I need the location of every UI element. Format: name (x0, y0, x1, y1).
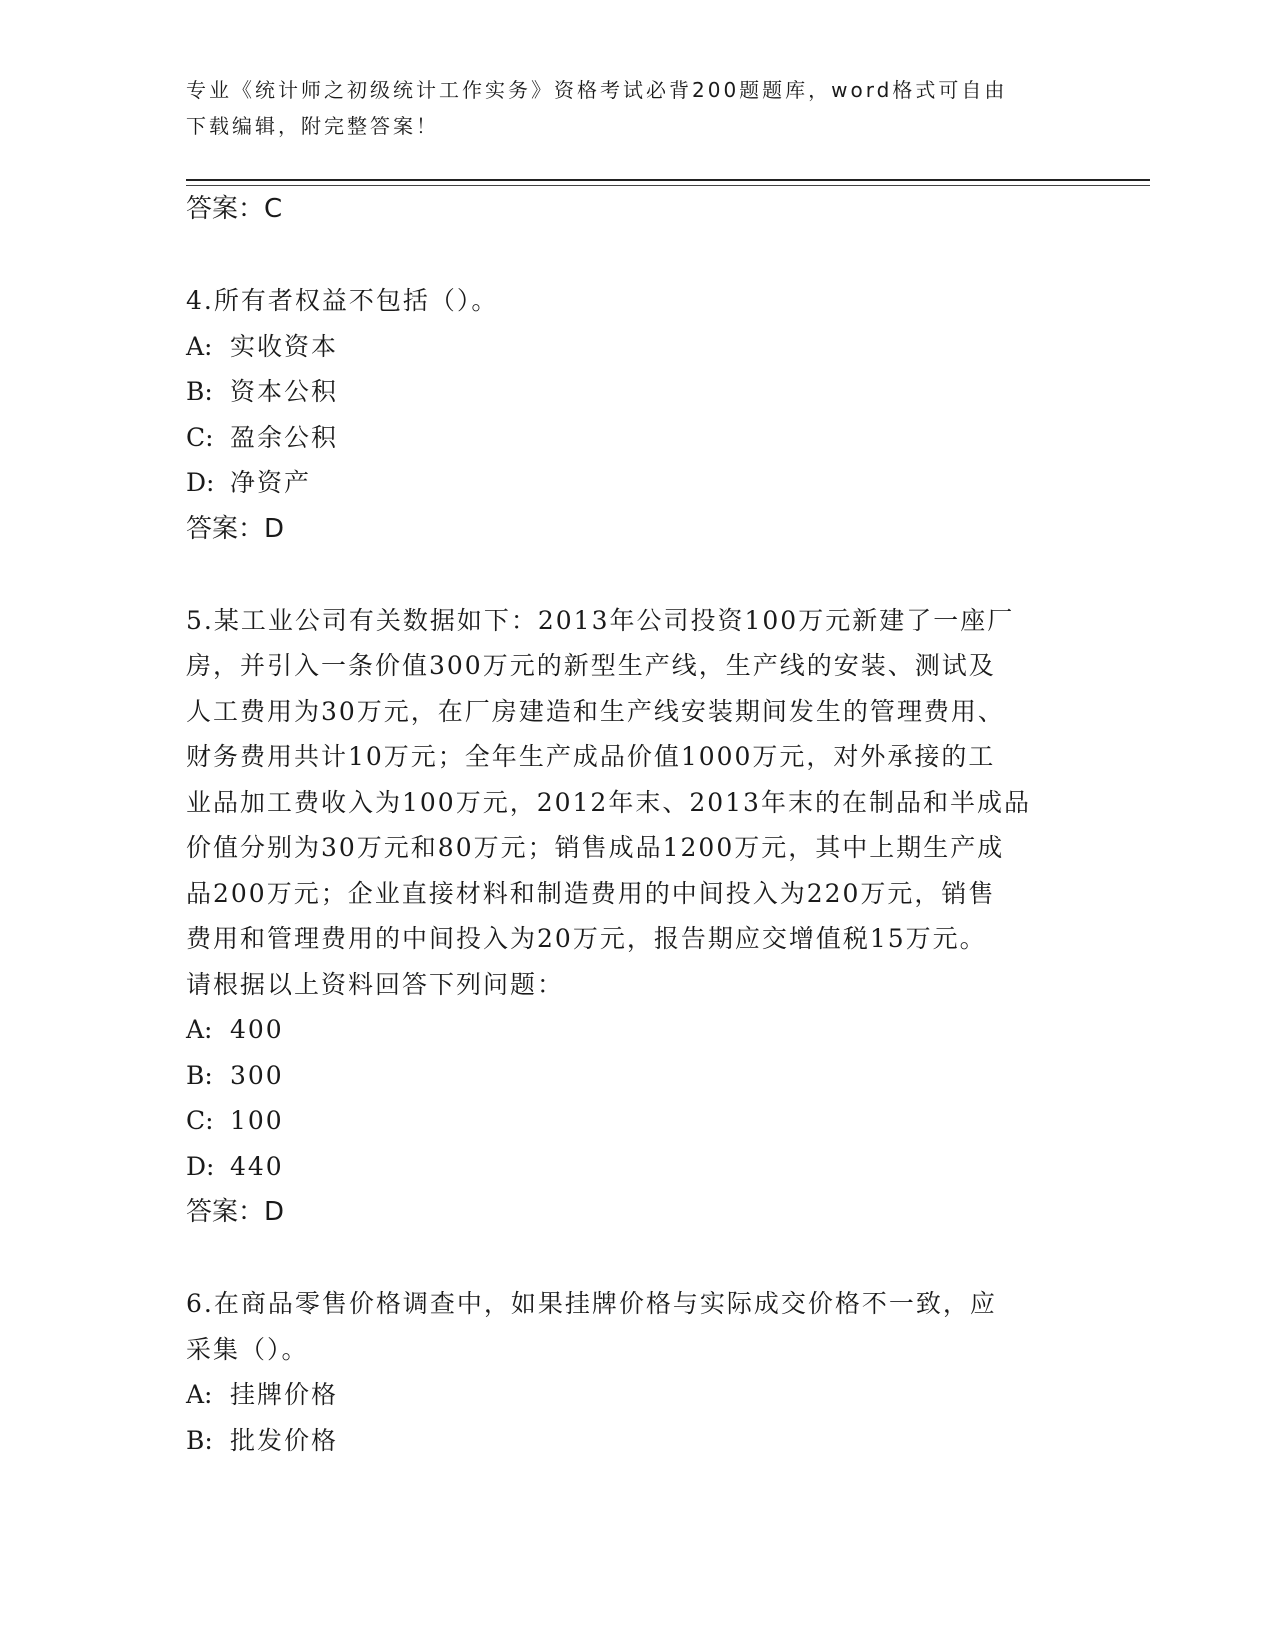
document-header (186, 72, 1066, 144)
spacer (186, 1235, 1086, 1281)
question-6 (186, 1281, 1086, 1463)
option-label: D: (186, 1151, 215, 1181)
option-text: 300 (230, 1060, 284, 1090)
header-line-1: 专业《统计师之初级统计工作实务》资格考试必背200题题库，word格式可自由 (186, 78, 1008, 102)
option-label: C: (186, 422, 214, 452)
option-d (186, 1144, 1086, 1190)
option-b (186, 1418, 1086, 1464)
option-text: 净资产 (230, 468, 312, 497)
option-text: 批发价格 (230, 1425, 339, 1455)
option-a (186, 1007, 1086, 1053)
option-c (186, 415, 1086, 461)
option-label: B: (186, 1060, 213, 1090)
spacer (186, 232, 1086, 278)
question-line: 财务费用共计10万元；全年生产成品价值1000万元，对外承接的工 (186, 742, 996, 771)
question-line: 5.某工业公司有关数据如下：2013年公司投资100万元新建了一座厂 (186, 605, 1015, 635)
option-text: 100 (230, 1106, 284, 1135)
question-line: 6.在商品零售价格调查中，如果挂牌价格与实际成交价格不一致，应 (186, 1289, 997, 1318)
option-b (186, 369, 1086, 415)
option-text: 盈余公积 (230, 422, 339, 452)
option-label: B: (186, 377, 213, 406)
question-line: 请根据以上资料回答下列问题： (186, 969, 565, 999)
option-label: A: (186, 1015, 213, 1044)
question-line: 人工费用为30万元，在厂房建造和生产线安装期间发生的管理费用、 (186, 696, 1005, 726)
question-line: 采集（）。 (186, 1334, 309, 1364)
option-a (186, 1372, 1086, 1418)
question-line: 4.所有者权益不包括（）。 (186, 286, 499, 315)
previous-answer: 答案：C (186, 194, 283, 224)
option-a (186, 324, 1086, 370)
option-text: 440 (230, 1151, 284, 1181)
option-label: C: (186, 1106, 214, 1135)
option-label: A: (186, 1380, 213, 1409)
question-5-answer: 答案：D (186, 1197, 285, 1227)
question-4-answer: 答案：D (186, 513, 285, 544)
header-divider-thick (186, 179, 1150, 181)
question-list (186, 186, 1086, 1463)
spacer (186, 552, 1086, 598)
option-label: A: (186, 331, 213, 361)
option-text: 挂牌价格 (230, 1380, 339, 1409)
option-label: D: (186, 468, 215, 497)
question-6-text (186, 1281, 1086, 1372)
question-4 (186, 278, 1086, 552)
option-text: 资本公积 (230, 377, 339, 406)
question-4-text (186, 278, 1086, 324)
option-d (186, 460, 1086, 506)
option-label: B: (186, 1425, 213, 1455)
question-line: 品200万元；企业直接材料和制造费用的中间投入为220万元，销售 (186, 878, 996, 908)
question-5-text (186, 598, 1086, 1008)
question-line: 房，并引入一条价值300万元的新型生产线，生产线的安装、测试及 (186, 651, 996, 680)
option-text: 实收资本 (230, 331, 339, 361)
question-line: 费用和管理费用的中间投入为20万元，报告期应交增值税15万元。 (186, 924, 987, 953)
question-line: 价值分别为30万元和80万元；销售成品1200万元，其中上期生产成 (186, 833, 1005, 862)
question-5 (186, 598, 1086, 1236)
option-c (186, 1098, 1086, 1144)
header-line-2: 下载编辑，附完整答案！ (186, 114, 439, 138)
option-text: 400 (230, 1015, 284, 1044)
question-line: 业品加工费收入为100万元，2012年末、2013年末的在制品和半成品 (186, 787, 1031, 817)
option-b (186, 1053, 1086, 1099)
